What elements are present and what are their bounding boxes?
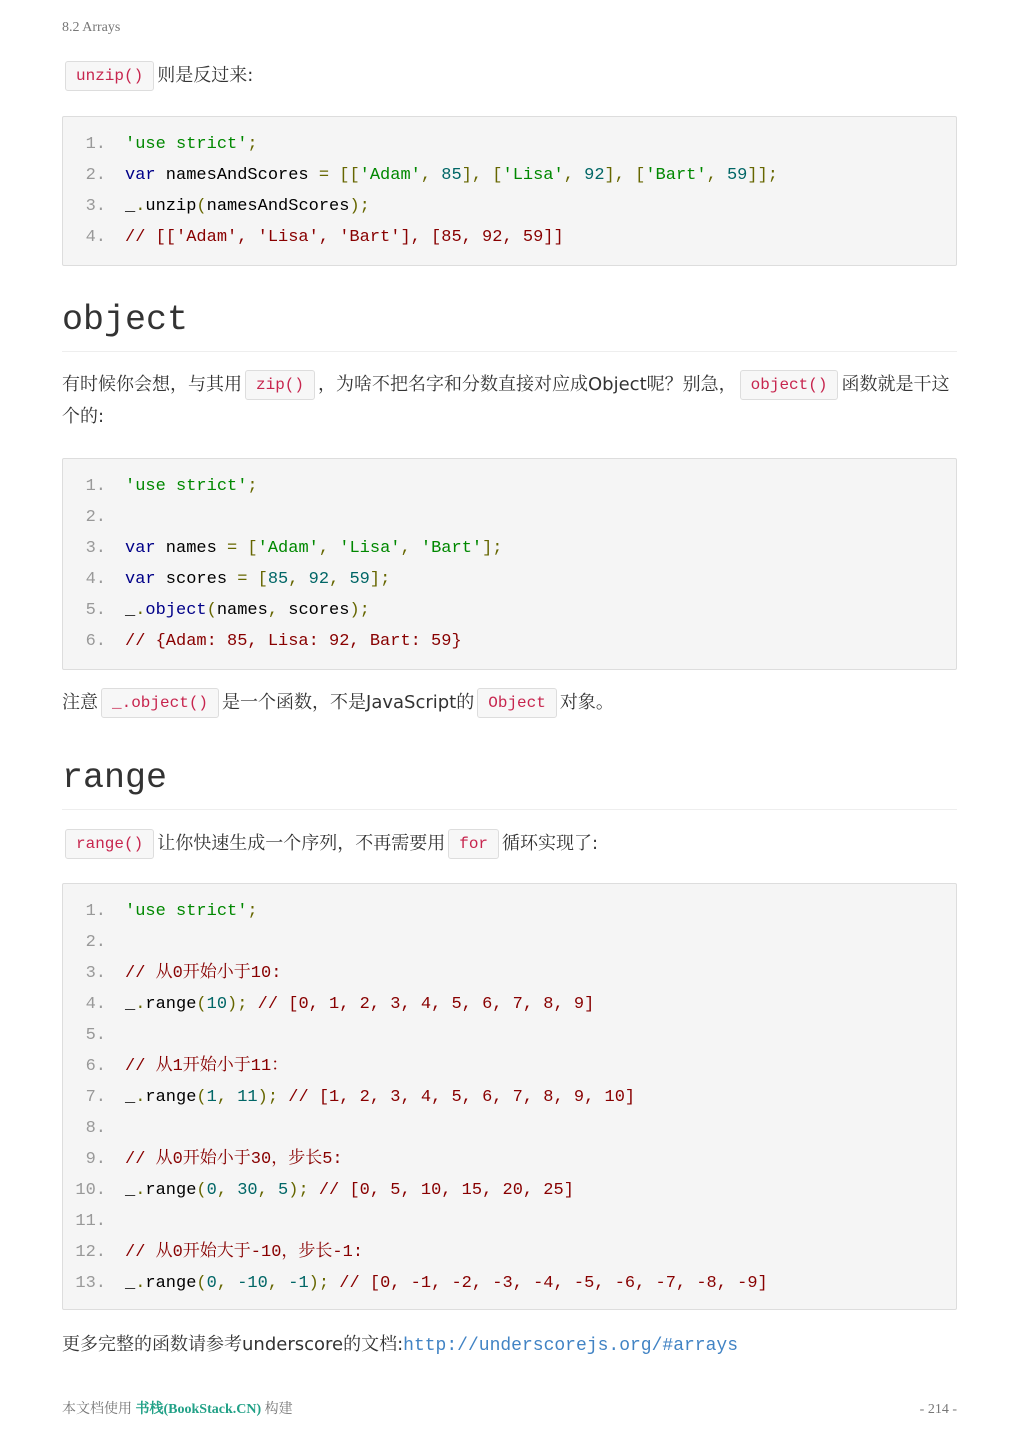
code-line — [63, 1144, 343, 1175]
code-token: 59 — [349, 570, 370, 589]
code-token: // [0, 5, 10, 15, 20, 25] — [318, 1181, 574, 1200]
code-line — [63, 471, 258, 502]
line-number: 12. — [75, 1243, 106, 1262]
code-token: unzip — [145, 197, 197, 216]
code-content — [125, 160, 778, 191]
code-token: , — [420, 166, 442, 185]
code-token: ); — [257, 1088, 289, 1107]
line-number: 6. — [85, 1057, 106, 1076]
code-token: 92 — [308, 570, 330, 589]
code-token: , — [267, 1274, 289, 1293]
code-token: ); — [308, 1274, 340, 1293]
code-block-unzip — [62, 116, 957, 266]
code-token: var — [125, 166, 156, 185]
running-header: 8.2 Arrays — [62, 20, 121, 35]
paragraph-text: ，为啥不把名字和分数直接对应成Object呢？别急， — [318, 374, 737, 395]
code-token: , — [706, 166, 727, 185]
code-token: . — [135, 197, 146, 216]
paragraph-text: 让你快速生成一个序列，不再需要用 — [157, 833, 446, 854]
code-content — [125, 958, 281, 989]
code-token: -10 — [237, 1274, 268, 1293]
code-token: , — [288, 570, 309, 589]
code-token: _ — [125, 197, 136, 216]
line-number: 4. — [85, 228, 106, 247]
code-content — [125, 1051, 288, 1082]
code-token: , — [257, 1181, 279, 1200]
code-token: ); — [349, 601, 370, 620]
code-line — [63, 564, 390, 595]
code-line — [63, 1237, 363, 1268]
code-token: names — [155, 539, 228, 558]
code-token: 30 — [237, 1181, 258, 1200]
line-number: 13. — [75, 1274, 106, 1293]
object-note — [62, 687, 957, 719]
code-content — [125, 989, 594, 1020]
code-token: 1 — [206, 1088, 217, 1107]
code-token: var — [125, 539, 156, 558]
code-token: 5 — [278, 1181, 289, 1200]
line-number: 2. — [85, 933, 106, 952]
code-token: range — [145, 995, 197, 1014]
code-token: // {Adam: 85, Lisa: 92, Bart: 59} — [125, 632, 462, 651]
footer-suffix: 构建 — [264, 1402, 293, 1417]
code-token: 85 — [441, 166, 462, 185]
code-token: _ — [125, 1088, 136, 1107]
code-token: object — [145, 601, 207, 620]
code-token: , — [400, 539, 421, 558]
code-line — [63, 1175, 574, 1206]
line-number: 7. — [85, 1088, 106, 1107]
code-token: ], [ — [604, 166, 646, 185]
code-token: , — [216, 1088, 238, 1107]
code-token: namesAndScores — [155, 166, 319, 185]
code-line — [63, 626, 462, 657]
code-token: names — [216, 601, 268, 620]
unzip-intro — [62, 60, 957, 92]
code-token: [ — [237, 539, 258, 558]
inline-code: Object — [477, 688, 557, 718]
line-number: 4. — [85, 995, 106, 1014]
code-token: _ — [125, 1274, 136, 1293]
paragraph-text: 注意 — [62, 692, 98, 713]
docs-link[interactable]: http://underscorejs.org/#arrays — [403, 1336, 739, 1356]
code-token: ; — [247, 477, 258, 496]
footer-brand-link[interactable]: 书栈(BookStack.CN) — [135, 1402, 262, 1417]
code-token: = — [237, 570, 248, 589]
code-token: ], [ — [461, 166, 503, 185]
code-token: ( — [196, 197, 207, 216]
paragraph-text: 是一个函数，不是JavaScript的 — [222, 692, 475, 713]
code-token: range — [145, 1274, 197, 1293]
line-number: 5. — [85, 601, 106, 620]
code-token: 10 — [206, 995, 228, 1014]
code-token: // 从0开始小于10: — [125, 964, 282, 983]
code-token: 'Adam' — [359, 166, 421, 185]
footer-prefix: 本文档使用 — [62, 1402, 132, 1417]
code-content — [125, 1175, 574, 1206]
inline-code: range() — [65, 829, 154, 859]
code-content — [125, 1082, 635, 1113]
code-content — [125, 191, 370, 222]
code-token: namesAndScores — [206, 197, 350, 216]
code-content — [125, 564, 390, 595]
code-token: ]; — [369, 570, 391, 589]
code-content — [125, 1268, 768, 1299]
code-token: 'use strict' — [125, 135, 248, 154]
inline-code: for — [448, 829, 499, 859]
code-token: _ — [125, 601, 136, 620]
range-intro — [62, 828, 957, 860]
code-token: ( — [206, 601, 217, 620]
code-token: . — [135, 1088, 146, 1107]
code-token: . — [135, 995, 146, 1014]
code-token: , — [216, 1181, 238, 1200]
inline-code: _.object() — [101, 688, 219, 718]
inline-code: object() — [740, 370, 839, 400]
line-number: 3. — [85, 539, 106, 558]
code-content — [125, 896, 258, 927]
code-token: 0 — [206, 1274, 217, 1293]
section-heading-object: object — [62, 300, 957, 352]
code-token: ); — [349, 197, 370, 216]
code-token: , — [563, 166, 585, 185]
code-token: // [0, -1, -2, -3, -4, -5, -6, -7, -8, -9] — [339, 1274, 768, 1293]
intro-text: 则是反过来: — [157, 65, 254, 86]
code-token: ( — [196, 1088, 207, 1107]
code-token: ( — [196, 995, 207, 1014]
code-token: 11 — [237, 1088, 258, 1107]
code-line — [63, 1268, 768, 1299]
code-line — [63, 533, 503, 564]
code-token: [[ — [329, 166, 360, 185]
inline-code: unzip() — [65, 61, 154, 91]
code-token: [ — [247, 570, 268, 589]
code-line — [63, 222, 564, 253]
code-line — [63, 927, 125, 958]
code-token: , — [318, 539, 340, 558]
code-token: -1 — [288, 1274, 309, 1293]
code-token: . — [135, 601, 146, 620]
code-line — [63, 191, 370, 222]
code-token: 'use strict' — [125, 902, 248, 921]
code-token: ( — [196, 1181, 207, 1200]
page-number: - 214 - — [919, 1402, 957, 1417]
code-line — [63, 160, 778, 191]
code-token: , — [267, 601, 289, 620]
code-token: _ — [125, 995, 136, 1014]
code-content — [125, 533, 503, 564]
code-token: , — [216, 1274, 238, 1293]
code-token: ]; — [482, 539, 503, 558]
section-heading-range: range — [62, 758, 957, 810]
line-number: 2. — [85, 166, 106, 185]
line-number: 1. — [85, 902, 106, 921]
code-content — [125, 1237, 363, 1268]
line-number: 11. — [75, 1212, 106, 1231]
more-docs — [62, 1329, 957, 1362]
code-token: 59 — [726, 166, 748, 185]
code-token: 85 — [267, 570, 289, 589]
code-token: 92 — [584, 166, 605, 185]
code-token: 'Adam' — [257, 539, 319, 558]
code-token: range — [145, 1088, 197, 1107]
code-line — [63, 1206, 125, 1237]
code-token: // 从1开始小于11： — [125, 1057, 289, 1076]
line-number: 2. — [85, 508, 106, 527]
code-content — [125, 471, 258, 502]
code-content — [125, 129, 258, 160]
code-token: _ — [125, 1181, 136, 1200]
inline-code: zip() — [245, 370, 315, 400]
code-token: // [['Adam', 'Lisa', 'Bart'], [85, 92, 59]] — [125, 228, 564, 247]
code-token: // 从0开始小于30，步长5: — [125, 1150, 343, 1169]
line-number: 4. — [85, 570, 106, 589]
line-number: 6. — [85, 632, 106, 651]
line-number: 8. — [85, 1119, 106, 1138]
code-content — [125, 222, 564, 253]
code-line — [63, 1051, 288, 1082]
code-token: ]]; — [747, 166, 778, 185]
code-token: , — [329, 570, 350, 589]
code-line — [63, 989, 594, 1020]
line-number: 10. — [75, 1181, 106, 1200]
code-token: = — [318, 166, 330, 185]
code-token: scores — [155, 570, 238, 589]
code-content — [125, 1144, 343, 1175]
code-token: ; — [247, 902, 258, 921]
code-token: . — [135, 1181, 146, 1200]
code-line — [63, 1082, 635, 1113]
code-token: 'use strict' — [125, 477, 248, 496]
code-content — [125, 626, 462, 657]
line-number: 3. — [85, 964, 106, 983]
code-line — [63, 958, 281, 989]
code-line — [63, 1020, 125, 1051]
code-token: 'Bart' — [420, 539, 483, 558]
code-token: ); — [227, 995, 258, 1014]
code-token: var — [125, 570, 156, 589]
paragraph-text: 更多完整的函数请参考underscore的文档: — [62, 1334, 404, 1355]
code-token: 'Lisa' — [339, 539, 401, 558]
code-token: = — [227, 539, 238, 558]
code-line — [63, 502, 125, 533]
code-token: ); — [288, 1181, 319, 1200]
code-token: // [1, 2, 3, 4, 5, 6, 7, 8, 9, 10] — [288, 1088, 636, 1107]
code-token: . — [135, 1274, 146, 1293]
code-line — [63, 129, 258, 160]
line-number: 9. — [85, 1150, 106, 1169]
code-block-range — [62, 883, 957, 1310]
code-line — [63, 595, 370, 626]
paragraph-text: 有时候你会想，与其用 — [62, 374, 242, 395]
line-number: 5. — [85, 1026, 106, 1045]
code-line — [63, 896, 258, 927]
code-token: 'Bart' — [645, 166, 707, 185]
line-number: 3. — [85, 197, 106, 216]
code-token: // [0, 1, 2, 3, 4, 5, 6, 7, 8, 9] — [257, 995, 595, 1014]
footer-credit — [62, 1400, 293, 1420]
code-token: // 从0开始大于-10，步长-1: — [125, 1243, 364, 1262]
code-token: scores — [288, 601, 350, 620]
paragraph-text: 循环实现了: — [502, 833, 599, 854]
code-block-object — [62, 458, 957, 670]
line-number: 1. — [85, 135, 106, 154]
paragraph-text: 函数就是干这个的: — [62, 374, 950, 427]
paragraph-text: 对象。 — [559, 692, 614, 713]
code-line — [63, 1113, 125, 1144]
code-token: range — [145, 1181, 197, 1200]
code-token: ( — [196, 1274, 207, 1293]
code-token: ; — [247, 135, 258, 154]
object-intro — [62, 369, 957, 433]
code-token: 0 — [206, 1181, 217, 1200]
line-number: 1. — [85, 477, 106, 496]
code-content — [125, 595, 370, 626]
code-token: 'Lisa' — [502, 166, 564, 185]
